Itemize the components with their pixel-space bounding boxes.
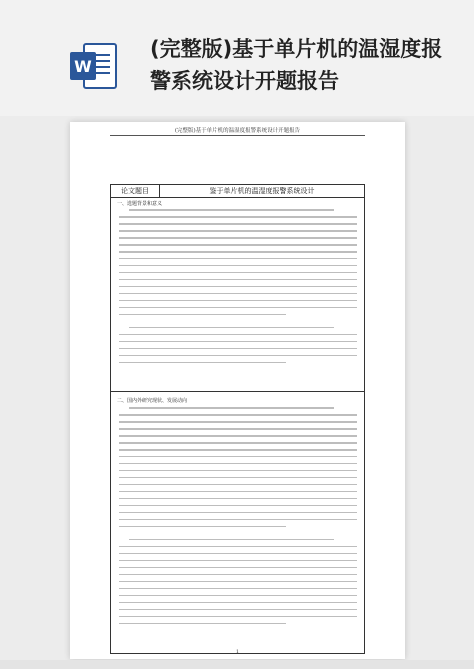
text-line xyxy=(119,470,357,472)
section-heading-research-status: 二、国内外研究现状、发展动向 xyxy=(117,398,188,404)
text-line xyxy=(119,519,357,521)
text-line xyxy=(119,362,286,364)
text-line xyxy=(119,230,357,232)
text-line xyxy=(119,616,357,618)
text-line xyxy=(129,539,334,541)
text-line xyxy=(119,258,357,260)
document-title: (完整版)基于单片机的温湿度报警系统设计开题报告 xyxy=(150,37,443,93)
text-line xyxy=(119,512,357,514)
title-row xyxy=(111,185,364,198)
text-line xyxy=(119,223,357,225)
document-page xyxy=(70,122,405,659)
text-line xyxy=(119,272,357,274)
text-line xyxy=(119,341,357,343)
text-line xyxy=(119,307,357,309)
text-line xyxy=(119,355,357,357)
text-line xyxy=(119,265,357,267)
text-line xyxy=(119,293,357,295)
section-divider xyxy=(111,391,364,392)
text-line xyxy=(119,484,357,486)
page-number: 1 xyxy=(235,649,240,655)
background-paragraphs xyxy=(119,209,357,369)
header-rule xyxy=(110,135,365,136)
thesis-title-value: 鉴于单片机的温湿度报警系统设计 xyxy=(209,187,315,195)
text-line xyxy=(119,553,357,555)
text-line xyxy=(119,602,357,604)
text-line xyxy=(119,442,357,444)
text-line xyxy=(119,623,286,625)
text-line xyxy=(119,546,357,548)
text-line xyxy=(119,526,286,528)
text-line xyxy=(119,456,357,458)
text-line xyxy=(119,449,357,451)
proposal-form-table xyxy=(110,184,365,654)
text-line xyxy=(119,244,357,246)
thesis-title-label: 论文题目 xyxy=(111,185,160,197)
text-line xyxy=(119,428,357,430)
running-head: (完整版)基于单片机的温湿度报警系统设计开题报告 xyxy=(174,128,301,134)
text-line xyxy=(119,435,357,437)
text-line xyxy=(119,421,357,423)
footer-band xyxy=(0,660,474,669)
text-line xyxy=(119,279,357,281)
text-line xyxy=(119,560,357,562)
text-line xyxy=(119,567,357,569)
text-line xyxy=(119,251,357,253)
svg-text:W: W xyxy=(74,57,92,76)
text-line xyxy=(119,588,357,590)
text-line xyxy=(119,414,357,416)
research-status-paragraphs xyxy=(119,407,357,630)
text-line xyxy=(119,463,357,465)
section-heading-background: 一、选题背景和意义 xyxy=(117,201,163,207)
text-line xyxy=(119,286,357,288)
text-line xyxy=(119,348,357,350)
text-line xyxy=(119,477,357,479)
text-line xyxy=(119,498,357,500)
text-line xyxy=(129,209,334,211)
text-line xyxy=(119,300,357,302)
text-line xyxy=(119,491,357,493)
text-line xyxy=(119,505,357,507)
text-line xyxy=(119,574,357,576)
document-header xyxy=(0,0,474,116)
text-line xyxy=(119,334,357,336)
text-line xyxy=(129,407,334,409)
text-line xyxy=(119,581,357,583)
text-line xyxy=(119,216,357,218)
word-document-icon xyxy=(68,40,120,92)
text-line xyxy=(129,327,334,329)
text-line xyxy=(119,609,357,611)
text-line xyxy=(119,595,357,597)
text-line xyxy=(119,314,286,316)
text-line xyxy=(119,237,357,239)
